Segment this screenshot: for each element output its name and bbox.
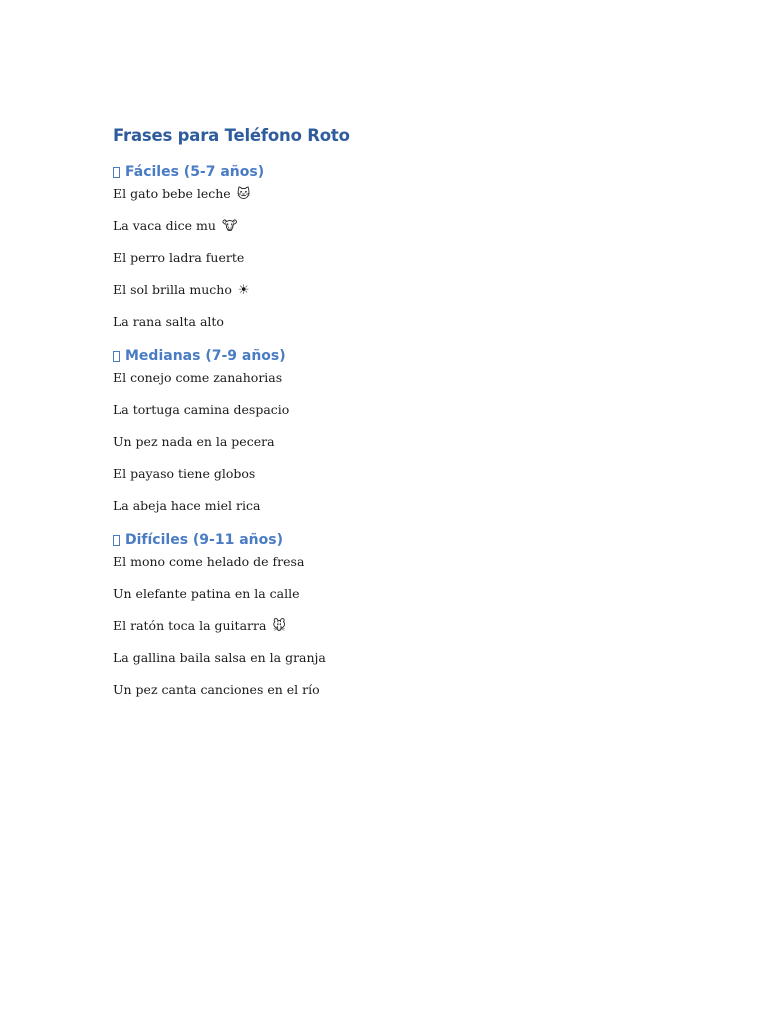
phrase-item: El ratón toca la guitarra 🐭 (113, 618, 286, 634)
phrase-item: El sol brilla mucho ☀ (113, 282, 250, 298)
phrase-item: Un pez nada en la pecera (113, 434, 275, 449)
missing-glyph-icon (113, 351, 120, 362)
section-heading-label: Medianas (7-9 años) (125, 348, 286, 364)
section-hard (113, 530, 673, 697)
missing-glyph-icon (113, 535, 120, 546)
cat-face-icon: 🐱 (236, 187, 251, 202)
phrase-item: La rana salta alto (113, 314, 224, 329)
cow-face-icon: 🐮 (221, 219, 238, 234)
phrase-item: El payaso tiene globos (113, 466, 256, 481)
mouse-face-icon: 🐭 (272, 619, 286, 634)
section-medium (113, 346, 673, 513)
section-heading-medium (113, 346, 673, 366)
document-title: Frases para Teléfono Roto (113, 126, 350, 145)
phrase-item: La abeja hace miel rica (113, 498, 261, 513)
section-easy (113, 162, 673, 329)
phrase-item: El gato bebe leche 🐱 (113, 186, 251, 202)
phrase-item: La vaca dice mu 🐮 (113, 218, 238, 234)
section-heading-easy (113, 162, 673, 182)
phrase-item: El mono come helado de fresa (113, 554, 305, 569)
section-heading-label: Fáciles (5-7 años) (125, 164, 265, 180)
phrase-item: Un elefante patina en la calle (113, 586, 300, 601)
phrase-item: La gallina baila salsa en la granja (113, 650, 326, 665)
section-heading-hard (113, 530, 673, 550)
sun-icon: ☀ (237, 283, 250, 298)
missing-glyph-icon (113, 167, 120, 178)
phrase-item: El conejo come zanahorias (113, 370, 283, 385)
phrase-item: El perro ladra fuerte (113, 250, 245, 265)
phrase-item: Un pez canta canciones en el río (113, 682, 320, 697)
section-heading-label: Difíciles (9-11 años) (125, 532, 283, 548)
phrase-item: La tortuga camina despacio (113, 402, 290, 417)
